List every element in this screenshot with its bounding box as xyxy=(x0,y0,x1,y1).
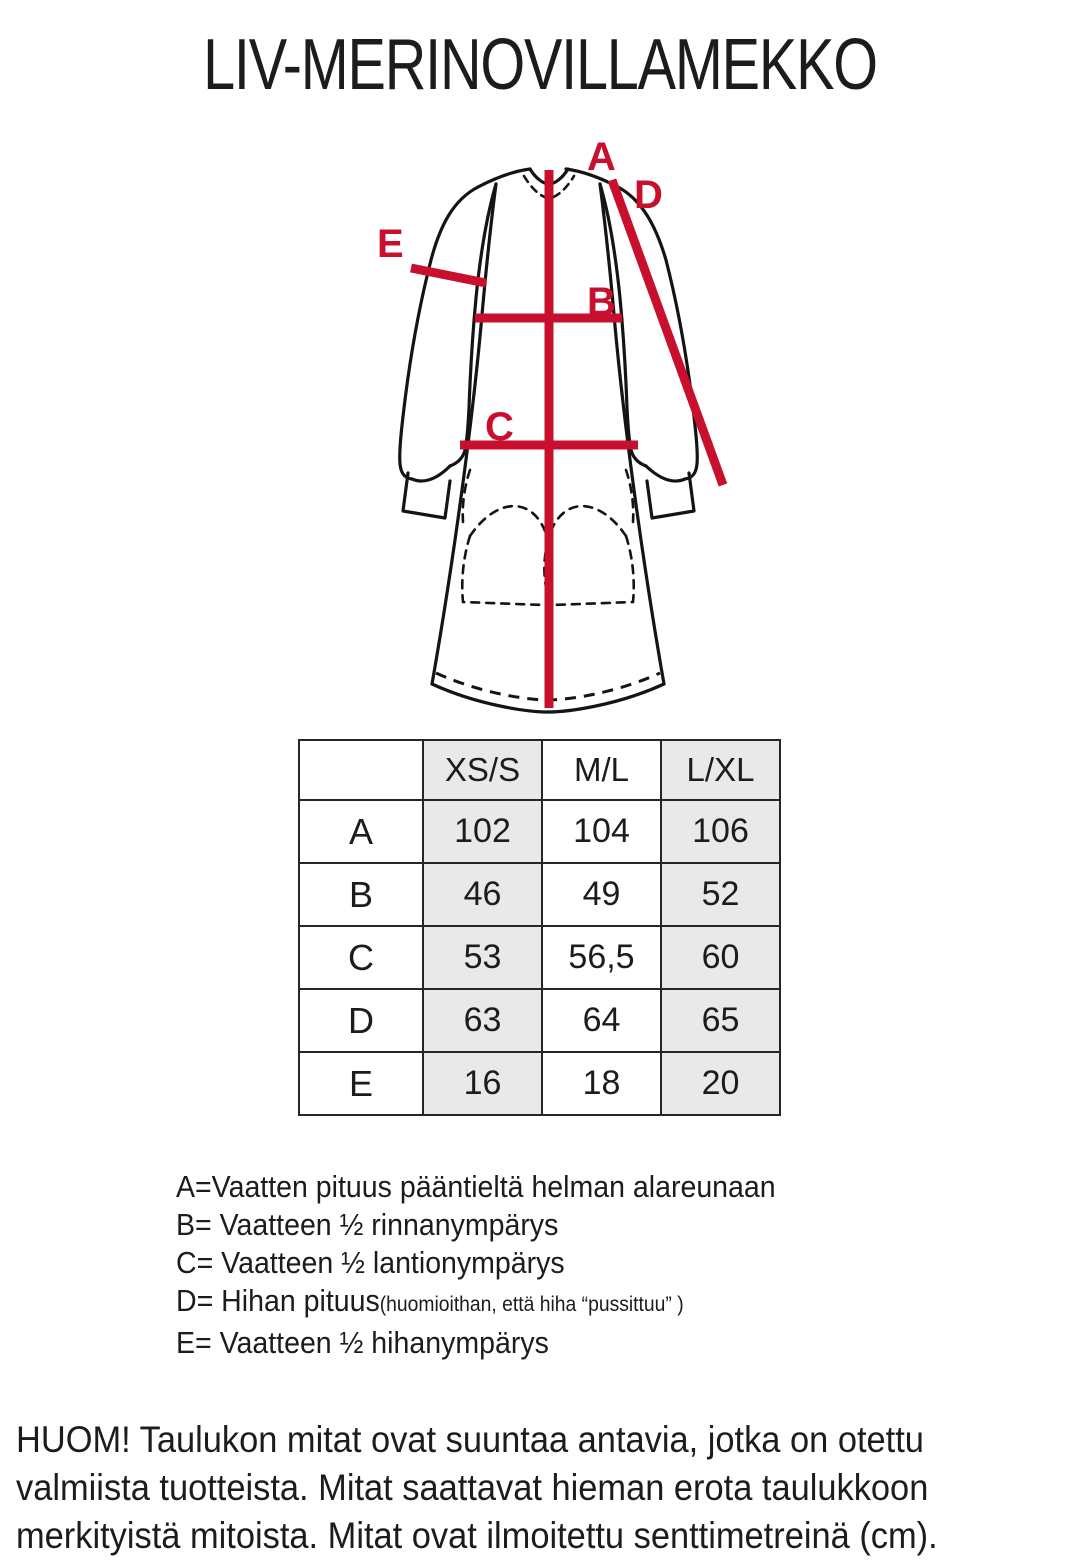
left-shoulder-line xyxy=(478,169,530,187)
row-label-a: A xyxy=(299,800,423,863)
cell-e-l-xl: 20 xyxy=(661,1052,780,1115)
table-row xyxy=(299,1052,780,1115)
cell-c-l-xl: 60 xyxy=(661,926,780,989)
label-b: B xyxy=(587,280,616,324)
cell-b-xs-s: 46 xyxy=(423,863,542,926)
label-a: A xyxy=(587,140,616,179)
cell-e-xs-s: 16 xyxy=(423,1052,542,1115)
cell-a-m-l: 104 xyxy=(542,800,661,863)
label-e: E xyxy=(377,222,404,266)
size-table xyxy=(298,739,781,1116)
label-c: C xyxy=(485,405,514,449)
dress-technical-drawing xyxy=(300,140,800,715)
cell-c-xs-s: 53 xyxy=(423,926,542,989)
column-header-m-l: M/L xyxy=(542,740,661,800)
right-sleeve-inner-line xyxy=(600,184,646,466)
row-label-d: D xyxy=(299,989,423,1052)
right-body-side-seam xyxy=(600,184,664,684)
column-header-l-xl: L/XL xyxy=(661,740,780,800)
left-sleeve-gather xyxy=(412,466,450,481)
cell-b-m-l: 49 xyxy=(542,863,661,926)
table-row xyxy=(299,800,780,863)
legend-item-b: B= Vaatteen ½ rinnanympärys xyxy=(176,1207,559,1242)
cell-d-l-xl: 65 xyxy=(661,989,780,1052)
disclaimer-note: HUOM! Taulukon mitat ovat suuntaa antavia, jotka on otettu valmiista tuotteista. Mitat saattavat hieman erota taulukkoon merkityistä mitoista. Mitat ovat ilmoitettu senttimetreinä (cm). xyxy=(16,1419,938,1556)
cell-d-xs-s: 63 xyxy=(423,989,542,1052)
cell-a-l-xl: 106 xyxy=(661,800,780,863)
table-corner-cell xyxy=(299,740,423,800)
cell-b-l-xl: 52 xyxy=(661,863,780,926)
measure-line-e xyxy=(411,268,486,283)
row-label-e: E xyxy=(299,1052,423,1115)
cell-d-m-l: 64 xyxy=(542,989,661,1052)
right-pocket-outline xyxy=(544,506,626,602)
right-pocket-bag xyxy=(553,536,634,605)
cell-c-m-l: 56,5 xyxy=(542,926,661,989)
table-row xyxy=(299,989,780,1052)
column-header-xs-s: XS/S xyxy=(423,740,542,800)
cell-e-m-l: 18 xyxy=(542,1052,661,1115)
label-d: D xyxy=(634,173,663,217)
legend-item-d-note: (huomioithan, että hiha “pussittuu” ) xyxy=(379,1293,684,1316)
legend-item-d-main: D= Hihan pituus xyxy=(176,1283,380,1318)
row-label-c: C xyxy=(299,926,423,989)
cell-a-xs-s: 102 xyxy=(423,800,542,863)
legend-item-c: C= Vaatteen ½ lantionympärys xyxy=(176,1245,565,1280)
table-header-row xyxy=(299,740,780,800)
legend-item-a: A=Vaatten pituus pääntieltä helman alareunaan xyxy=(176,1169,776,1204)
row-label-b: B xyxy=(299,863,423,926)
right-sleeve-gather xyxy=(646,466,685,481)
legend-item-d xyxy=(176,1282,930,1324)
table-row xyxy=(299,926,780,989)
left-pocket-bag xyxy=(462,536,543,605)
legend-item-e: E= Vaatteen ½ hihanympärys xyxy=(176,1325,549,1360)
measurement-legend xyxy=(176,1168,996,1362)
table-row xyxy=(299,863,780,926)
left-pocket-outline xyxy=(470,506,552,602)
page-title: LIV-MERINOVILLAMEKKO xyxy=(203,25,877,105)
